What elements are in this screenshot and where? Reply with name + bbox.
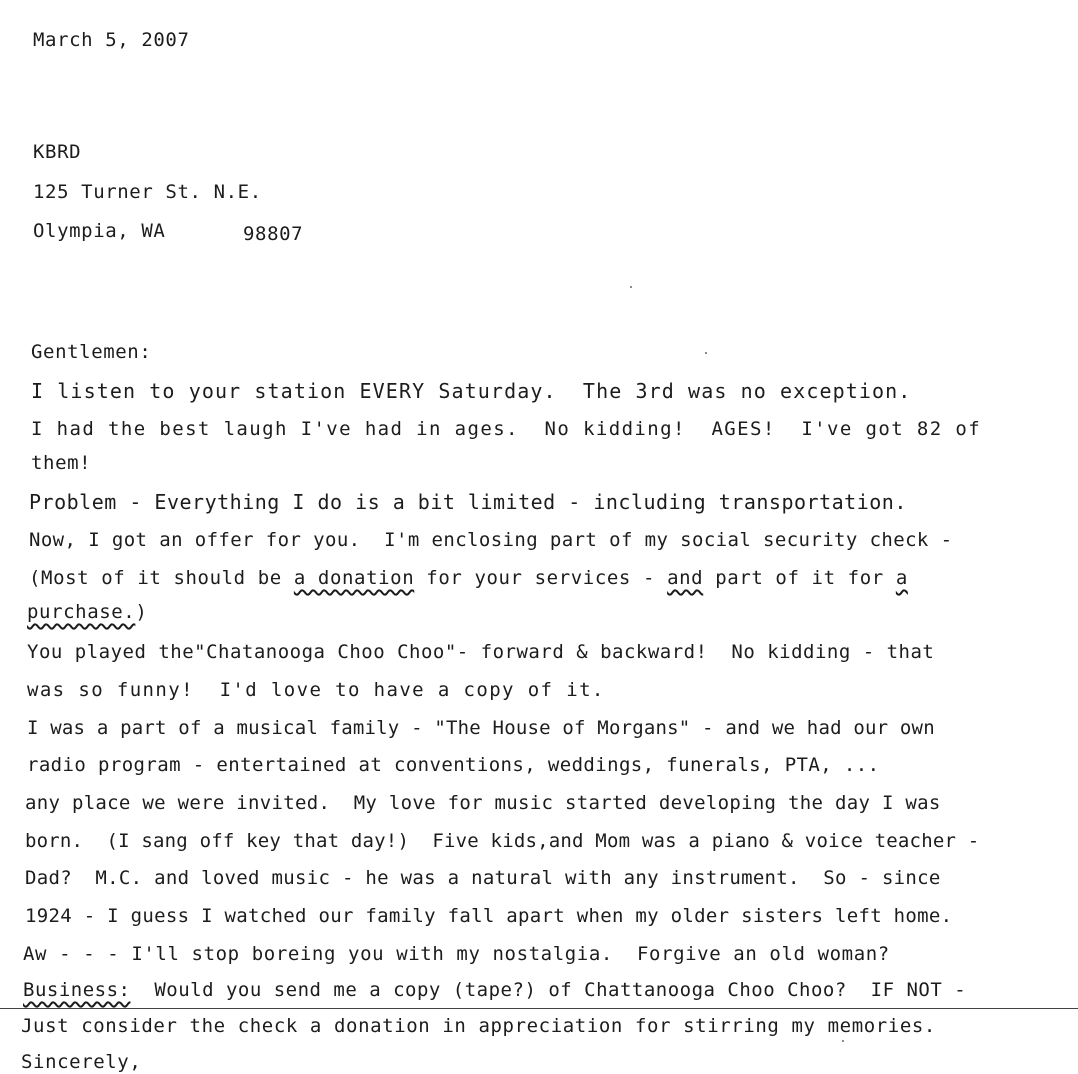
body-line: Aw - - - I'll stop boreing you with my nostalgia. Forgive an old woman? — [23, 943, 890, 965]
body-line: I had the best laugh I've had in ages. No kidding! AGES! I've got 82 of — [31, 418, 982, 440]
underlined-purchase: purchase. — [27, 601, 136, 623]
body-line: radio program - entertained at conventions, weddings, funerals, PTA, ... — [27, 754, 880, 776]
body-line-underlined — [29, 566, 908, 590]
body-text: Would you send me a copy (tape?) of Chattanooga Choo Choo? IF NOT - — [130, 979, 967, 1001]
divider-line — [0, 1008, 1078, 1009]
body-line-underlined — [27, 600, 147, 624]
body-line: Now, I got an offer for you. I'm enclosing part of my social security check - — [29, 529, 953, 551]
body-text: part of it for — [703, 567, 896, 589]
body-line: I was a part of a musical family - "The House of Morgans" - and we had our own — [27, 717, 935, 739]
body-text: ) — [135, 601, 148, 623]
body-line: born. (I sang off key that day!) Five kids,and Mom was a piano & voice teacher - — [25, 830, 980, 852]
letter-date: March 5, 2007 — [33, 29, 190, 51]
body-line: them! — [31, 452, 92, 474]
recipient-zip: 98807 — [243, 223, 304, 245]
body-line: Just consider the check a donation in appreciation for stirring my memories. — [21, 1015, 936, 1037]
paper-speck — [842, 1040, 844, 1042]
body-line: Problem - Everything I do is a bit limited - including transportation. — [29, 490, 907, 514]
underlined-donation: a donation — [293, 567, 415, 589]
body-line: was so funny! I'd love to have a copy of it. — [27, 679, 605, 701]
business-line — [23, 978, 966, 1002]
business-label: Business: — [23, 979, 131, 1001]
recipient-name: KBRD — [33, 141, 82, 163]
body-text: (Most of it should be — [29, 567, 294, 589]
body-line: Dad? M.C. and loved music - he was a natural with any instrument. So - since — [25, 867, 941, 889]
salutation: Gentlemen: — [31, 341, 152, 363]
paper-speck — [705, 352, 707, 354]
body-line: I listen to your station EVERY Saturday. The 3rd was no exception. — [31, 379, 912, 403]
body-text: for your services - — [414, 567, 668, 589]
body-line: any place we were invited. My love for music started developing the day I was — [25, 792, 941, 814]
paper-speck — [630, 286, 632, 288]
underlined-a: a — [895, 567, 908, 589]
closing: Sincerely, — [21, 1051, 142, 1073]
underlined-and: and — [667, 567, 704, 589]
recipient-city-state: Olympia, WA — [33, 220, 166, 242]
body-line: You played the"Chatanooga Choo Choo"- forward & backward! No kidding - that — [27, 641, 935, 663]
body-line: 1924 - I guess I watched our family fall apart when my older sisters left home. — [25, 905, 953, 927]
recipient-street: 125 Turner St. N.E. — [33, 181, 262, 203]
